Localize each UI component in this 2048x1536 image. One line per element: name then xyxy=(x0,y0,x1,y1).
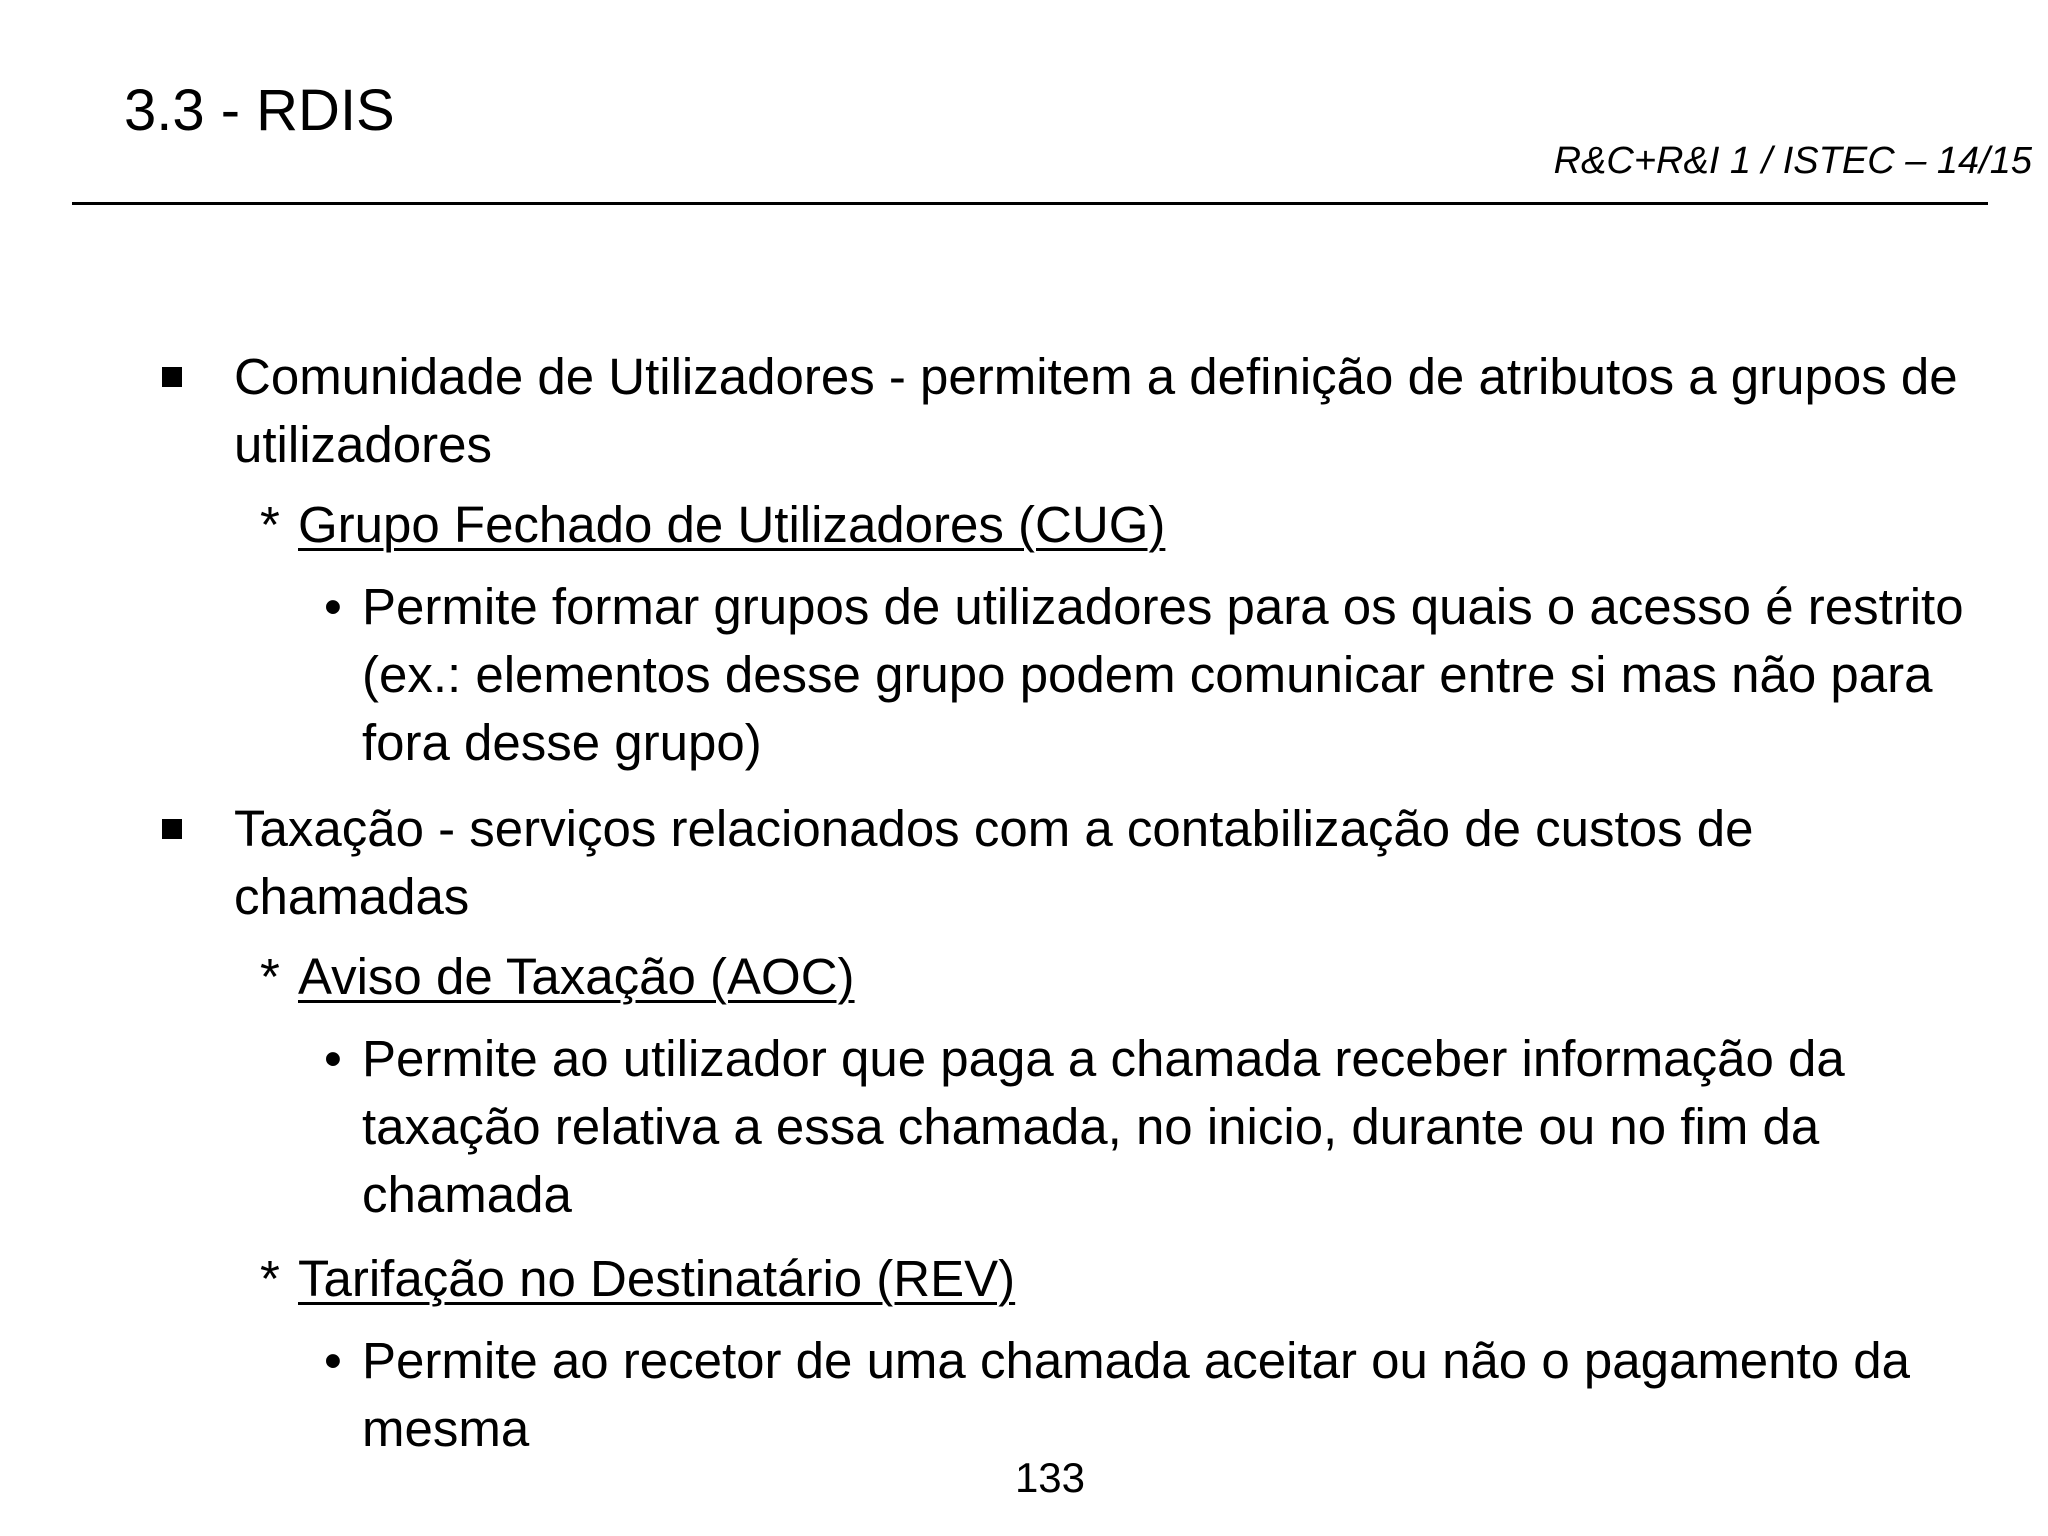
square-bullet-icon xyxy=(162,367,182,387)
bullet-taxacao xyxy=(234,795,1974,931)
subitem-aoc xyxy=(260,943,1980,1011)
bullet-text: Taxação - serviços relacionados com a contabilização de custos de chamadas xyxy=(234,800,1754,925)
square-bullet-icon xyxy=(162,819,182,839)
dot-bullet-icon: • xyxy=(324,578,342,635)
asterisk-marker: * xyxy=(260,1250,280,1307)
description-text: Permite formar grupos de utilizadores para os quais o acesso é restrito (ex.: elementos desse grupo podem comunicar entre si mas não para fora desse grupo) xyxy=(362,578,1964,771)
subitem-title: Tarifação no Destinatário (REV) xyxy=(298,1250,1016,1307)
description-text: Permite ao utilizador que paga a chamada receber informação da taxação relativa a essa chamada, no inicio, durante ou no fim da chamada xyxy=(362,1030,1845,1223)
subitem-cug xyxy=(260,491,1980,559)
subitem-title: Aviso de Taxação (AOC) xyxy=(298,948,855,1005)
header-divider xyxy=(72,202,1988,205)
asterisk-marker: * xyxy=(260,496,280,553)
subitem-rev xyxy=(260,1245,1980,1313)
description-aoc xyxy=(324,1025,2002,1229)
page-number: 133 xyxy=(1014,1454,1086,1501)
subitem-title: Grupo Fechado de Utilizadores (CUG) xyxy=(298,496,1166,553)
description-text: Permite ao recetor de uma chamada aceitar ou não o pagamento da mesma xyxy=(362,1332,1910,1457)
course-reference: R&C+R&I 1 / ISTEC – 14/15 xyxy=(1553,140,2032,182)
asterisk-marker: * xyxy=(260,948,280,1005)
description-cug xyxy=(324,573,2002,777)
dot-bullet-icon: • xyxy=(324,1332,342,1389)
slide-title: 3.3 - RDIS xyxy=(124,78,395,143)
dot-bullet-icon: • xyxy=(324,1030,342,1087)
description-rev xyxy=(324,1327,2002,1463)
bullet-comunidade-utilizadores xyxy=(234,343,1974,479)
bullet-text: Comunidade de Utilizadores - permitem a definição de atributos a grupos de utilizadores xyxy=(234,348,1958,473)
